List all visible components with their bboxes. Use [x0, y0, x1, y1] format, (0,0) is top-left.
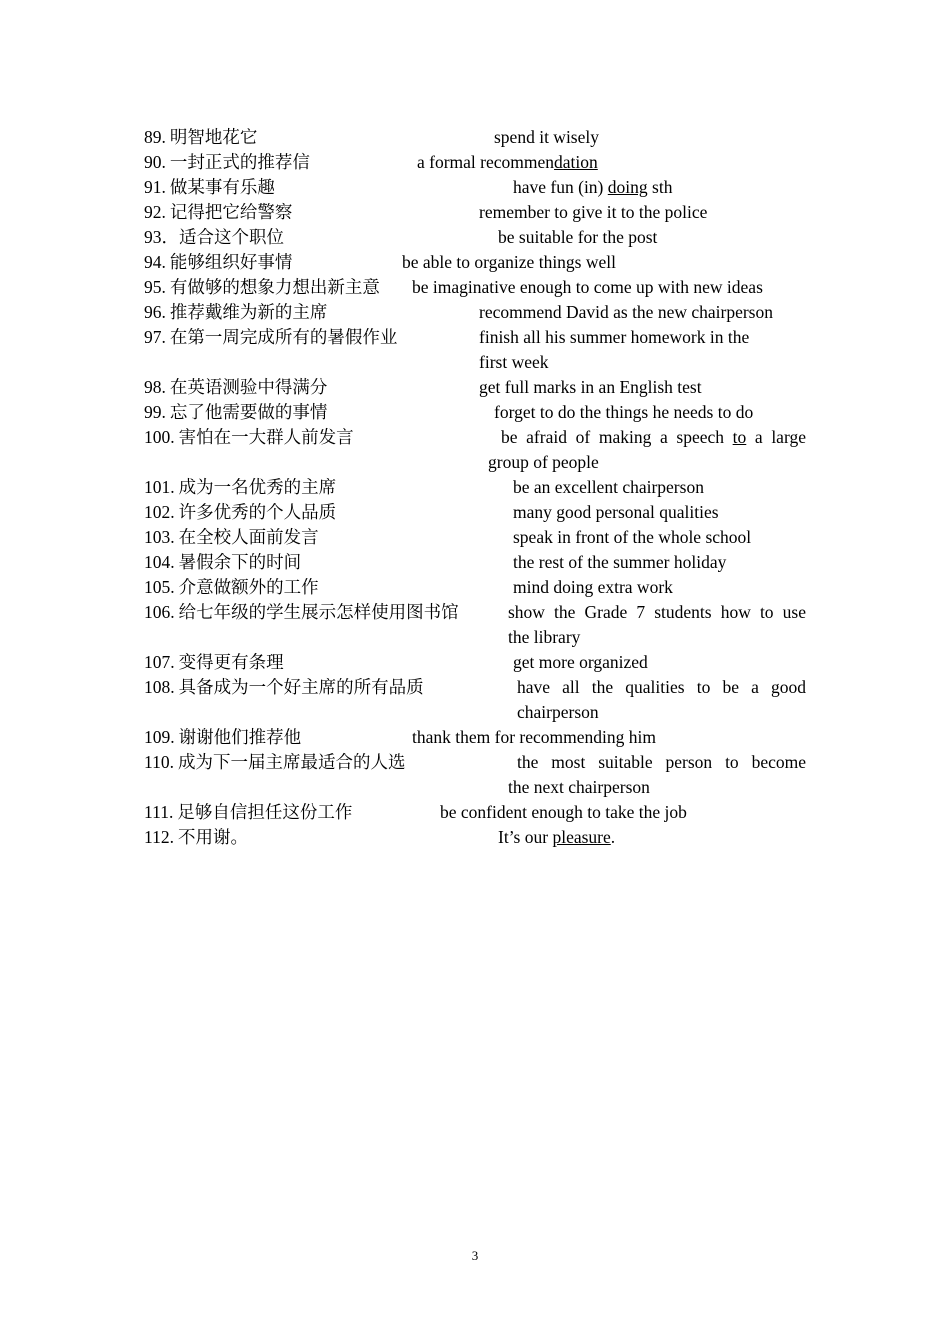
entry-english: finish all his summer homework in the first week [479, 327, 750, 372]
underlined-word: to [732, 427, 747, 447]
entry-chinese: 105. 介意做额外的工作 [144, 577, 319, 597]
entry-chinese: 100. 害怕在一大群人前发言 [144, 427, 354, 447]
underlined-suffix: dation [554, 152, 598, 172]
entry-chinese: 99. 忘了他需要做的事情 [144, 402, 328, 422]
entry-english: have fun (in) doing sth [513, 177, 673, 197]
entry-chinese: 104. 暑假余下的时间 [144, 552, 302, 572]
entry-english: get full marks in an English test [479, 377, 702, 397]
entry-chinese: 95. 有做够的想象力想出新主意 [144, 277, 380, 297]
entry-english: forget to do the things he needs to do [494, 402, 754, 422]
entry-english: speak in front of the whole school [513, 527, 752, 547]
entry-chinese: 110. 成为下一届主席最适合的人选 [144, 752, 406, 772]
entry-chinese: 109. 谢谢他们推荐他 [144, 727, 302, 747]
entry-chinese: 94. 能够组织好事情 [144, 252, 293, 272]
entry-english: be able to organize things well [402, 252, 616, 272]
entry-chinese: 93．适合这个职位 [144, 227, 284, 247]
underlined-word: doing [607, 177, 648, 197]
entry-chinese: 96. 推荐戴维为新的主席 [144, 302, 328, 322]
entry-english: recommend David as the new chairperson [479, 302, 773, 322]
entry-english: be imaginative enough to come up with new ideas [412, 277, 763, 297]
entry-chinese: 101. 成为一名优秀的主席 [144, 477, 337, 497]
entry-english: a formal recommendation [417, 152, 598, 172]
entry-english: many good personal qualities [513, 502, 719, 522]
entry-english: the most suitable person to become the next chairperson [508, 752, 806, 797]
entry-chinese: 112. 不用谢。 [144, 827, 248, 847]
entry-english: be an excellent chairperson [513, 477, 704, 497]
entry-english: thank them for recommending him [412, 727, 656, 747]
entry-chinese: 91. 做某事有乐趣 [144, 177, 275, 197]
underlined-word: pleasure [552, 827, 611, 847]
entry-chinese: 106. 给七年级的学生展示怎样使用图书馆 [144, 602, 459, 622]
entry-english: show the Grade 7 students how to use the library [508, 602, 806, 647]
page-number: 3 [471, 1248, 479, 1263]
entry-english: the rest of the summer holiday [513, 552, 727, 572]
entry-english: remember to give it to the police [479, 202, 708, 222]
entry-english: spend it wisely [494, 127, 599, 147]
entry-chinese: 103. 在全校人面前发言 [144, 527, 319, 547]
entry-english: get more organized [513, 652, 648, 672]
entry-chinese: 97. 在第一周完成所有的暑假作业 [144, 327, 398, 347]
entry-chinese: 92. 记得把它给警察 [144, 202, 293, 222]
entry-english: be afraid of making a speech to a large group of people [488, 427, 806, 472]
entry-chinese: 107. 变得更有条理 [144, 652, 284, 672]
entry-chinese: 102. 许多优秀的个人品质 [144, 502, 337, 522]
entry-chinese: 89. 明智地花它 [144, 127, 258, 147]
entry-chinese: 111. 足够自信担任这份工作 [144, 802, 353, 822]
entry-english: mind doing extra work [513, 577, 673, 597]
entry-english: be confident enough to take the job [440, 802, 687, 822]
entry-chinese: 90. 一封正式的推荐信 [144, 152, 310, 172]
entry-chinese: 98. 在英语测验中得满分 [144, 377, 328, 397]
entry-english: It’s our pleasure. [498, 827, 616, 847]
entry-chinese: 108. 具备成为一个好主席的所有品质 [144, 677, 424, 697]
entry-english: be suitable for the post [498, 227, 658, 247]
entry-english: have all the qualities to be a good chairperson [517, 677, 806, 722]
